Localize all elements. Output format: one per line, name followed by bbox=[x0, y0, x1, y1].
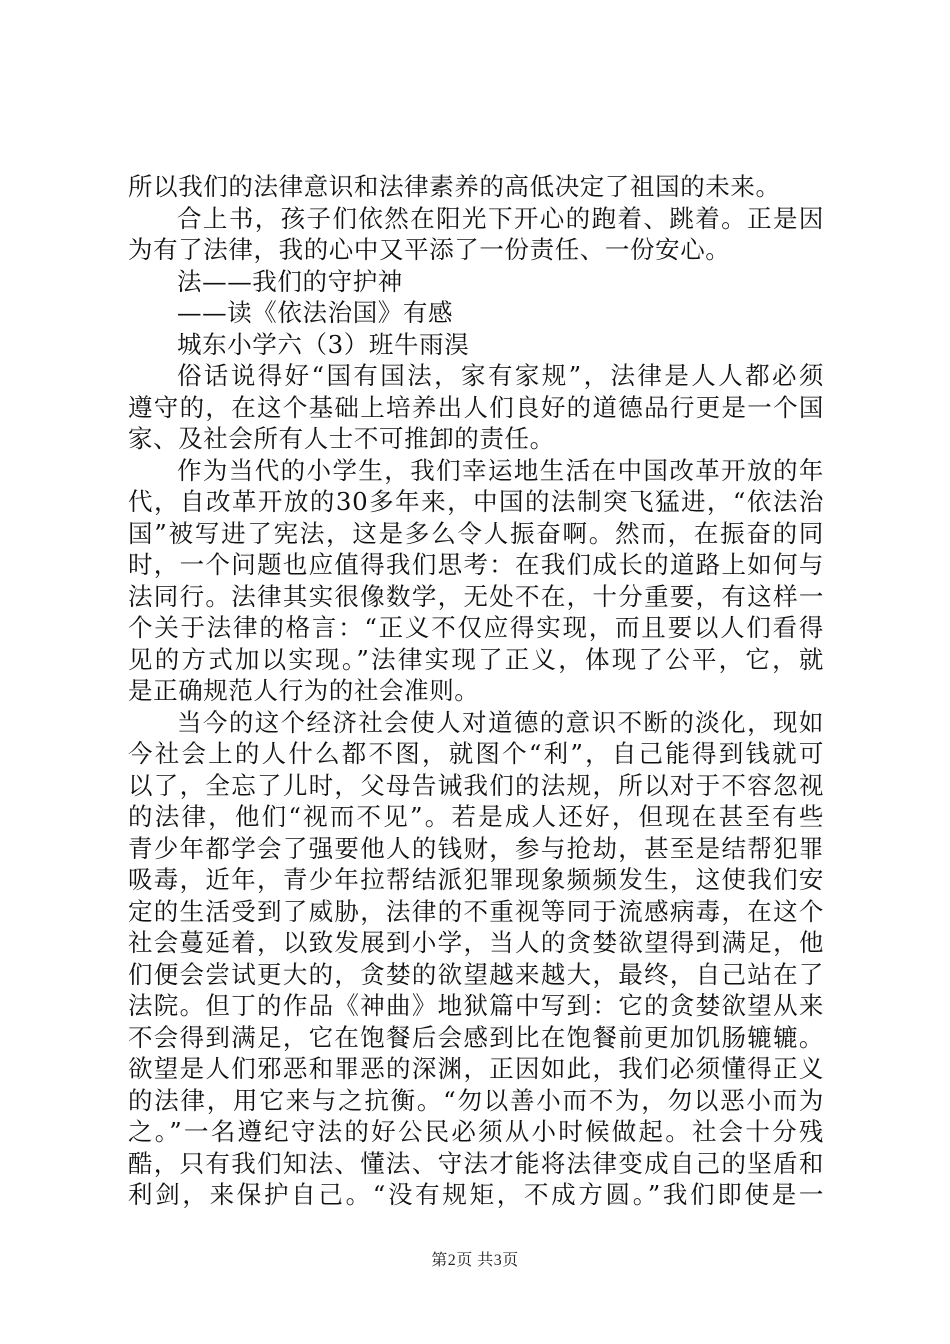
text-line: 合上书，孩子们依然在阳光下开心的跑着、跳着。正是因 bbox=[177, 203, 824, 233]
text-line: 青少年都学会了强要他人的钱财，参与抢劫，甚至是结帮犯罪 bbox=[128, 833, 824, 863]
text-line: 法院。但丁的作品《神曲》地狱篇中写到：它的贪婪欲望从来 bbox=[128, 991, 824, 1020]
text-line: 个关于法律的格言：“正义不仅应得实现，而且要以人们看得 bbox=[128, 613, 824, 642]
text-line: 国”被写进了宪法，这是多么令人振奋啊。然而，在振奋的同 bbox=[128, 518, 824, 548]
text-line: 之。”一名遵纪守法的好公民必须从小时候做起。社会十分残 bbox=[128, 1117, 824, 1146]
text-line: 的法律，用它来与之抗衡。“勿以善小而不为，勿以恶小而为 bbox=[128, 1085, 824, 1115]
text-line: 作为当代的小学生，我们幸运地生活在中国改革开放的年 bbox=[177, 455, 824, 485]
text-line: 酷，只有我们知法、懂法、守法才能将法律变成自己的坚盾和 bbox=[128, 1148, 824, 1178]
text-line: 以了，全忘了儿时，父母告诫我们的法规，所以对于不容忽视 bbox=[128, 770, 824, 800]
text-line: 为有了法律，我的心中又平添了一份责任、一份安心。 bbox=[128, 235, 731, 264]
text-line: ——读《依法治国》有感 bbox=[177, 298, 454, 327]
text-line: 吸毒，近年，青少年拉帮结派犯罪现象频频发生，这使我们安 bbox=[128, 865, 824, 894]
text-line: 当今的这个经济社会使人对道德的意识不断的淡化，现如 bbox=[177, 707, 824, 737]
text-line: 遵守的，在这个基础上培养出人们良好的道德品行更是一个国 bbox=[128, 392, 824, 422]
text-line: 俗话说得好“国有国法，家有家规”，法律是人人都必须 bbox=[177, 361, 824, 390]
text-line: 代，自改革开放的30多年来，中国的法制突飞猛进，“依法治 bbox=[128, 487, 824, 516]
text-line: 家、及社会所有人士不可推卸的责任。 bbox=[128, 424, 555, 453]
text-line: 社会蔓延着，以致发展到小学，当人的贪婪欲望得到满足，他 bbox=[128, 928, 824, 957]
text-line: 所以我们的法律意识和法律素养的高低决定了祖国的未来。 bbox=[128, 172, 781, 201]
text-line: 法——我们的守护神 bbox=[177, 266, 403, 296]
text-line: 的法律，他们“视而不见”。若是成人还好，但现在甚至有些 bbox=[128, 802, 824, 831]
text-line: 今社会上的人什么都不图，就图个“利”，自己能得到钱就可 bbox=[128, 739, 824, 768]
text-line: 们便会尝试更大的，贪婪的欲望越来越大，最终，自己站在了 bbox=[128, 959, 824, 989]
text-line: 法同行。法律其实很像数学，无处不在，十分重要，有这样一 bbox=[128, 581, 824, 611]
text-line: 不会得到满足，它在饱餐后会感到比在饱餐前更加饥肠辘辘。 bbox=[128, 1022, 824, 1052]
text-line: 利剑，来保护自己。“没有规矩，不成方圆。”我们即使是一 bbox=[128, 1180, 824, 1209]
text-line: 时，一个问题也应值得我们思考：在我们成长的道路上如何与 bbox=[128, 550, 824, 579]
text-line: 见的方式加以实现。”法律实现了正义，体现了公平，它，就 bbox=[128, 644, 824, 674]
page-footer: 第2页 共3页 bbox=[431, 1252, 519, 1269]
text-line: 城东小学六（3）班牛雨淏 bbox=[177, 329, 470, 359]
text-line: 是正确规范人行为的社会准则。 bbox=[128, 676, 480, 705]
text-line: 欲望是人们邪恶和罪恶的深渊，正因如此，我们必须懂得正义 bbox=[128, 1054, 824, 1083]
text-line: 定的生活受到了威胁，法律的不重视等同于流感病毒，在这个 bbox=[128, 896, 824, 926]
document-body bbox=[128, 171, 824, 1211]
